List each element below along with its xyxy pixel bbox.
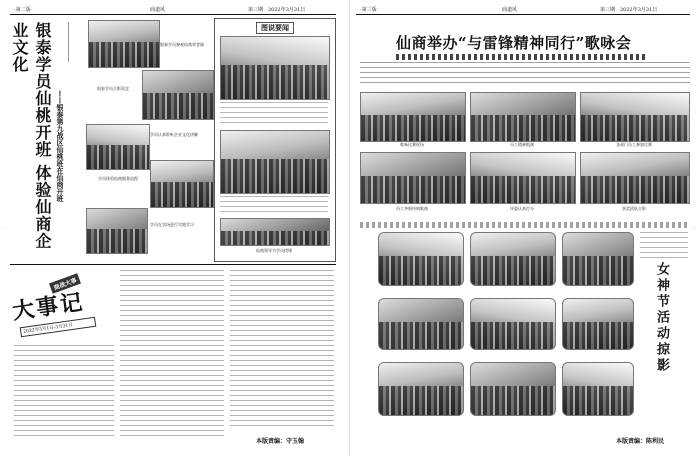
song-caption-3: 各部门员工参加比赛 (616, 142, 652, 147)
womens-day-title: 女神节活动掠影 (654, 262, 669, 374)
right-margin-mark: · (693, 226, 695, 233)
song-caption-5: 评委认真打分 (510, 206, 534, 211)
title-ornament (396, 54, 646, 60)
song-photo-3 (580, 92, 690, 142)
photo-news-image-3 (220, 218, 330, 246)
right-header-rule (356, 14, 690, 15)
photo-news-label: 图说要闻 (256, 22, 294, 34)
feature-caption-1: 银泰学员参观仙商荣誉墙 (160, 42, 204, 47)
events-text-col-1 (14, 345, 114, 440)
events-date-tag: 2022年3月1日-3月31日 (20, 317, 97, 337)
left-header-rule (10, 14, 336, 15)
left-page (0, 0, 346, 456)
photo-news-image-2 (220, 130, 330, 194)
feature-photo-1 (88, 20, 160, 68)
song-caption-1: 歌咏比赛现场 (400, 142, 424, 147)
song-photo-4 (360, 152, 466, 204)
womens-photo-5 (470, 298, 556, 350)
photo-news-text-1 (220, 102, 328, 124)
song-caption-4: 员工齐唱经典歌曲 (396, 206, 428, 211)
photo-news-text-2 (220, 196, 328, 214)
section-divider (360, 222, 690, 228)
top-article-title: 仙商举办“与雷锋精神同行”歌咏会 (396, 34, 632, 52)
feature-photo-2 (142, 70, 214, 120)
womens-photo-6 (562, 298, 634, 350)
feature-caption-2: 银泰学员合影留念 (97, 86, 129, 91)
right-date: 2022年3月31日 (620, 7, 658, 13)
left-edition: ·第二版· (14, 7, 33, 13)
feature-caption-4: 学员体验仙商服务流程 (98, 176, 138, 181)
events-text-col-2 (120, 270, 224, 440)
womens-day-text (640, 232, 688, 260)
feature-caption-5: 学员在卖场进行实地学习 (150, 222, 194, 227)
left-paper-name: 商道风 (150, 7, 166, 13)
song-caption-2: 员工精神饱满 (510, 142, 534, 147)
song-photo-5 (470, 152, 576, 204)
events-title: 大事记 (10, 289, 86, 325)
song-caption-6: 获奖团队合影 (622, 206, 646, 211)
left-mid-rule (10, 264, 336, 265)
womens-photo-7 (378, 362, 464, 416)
womens-photo-4 (378, 298, 464, 350)
song-photo-6 (580, 152, 690, 204)
womens-photo-3 (562, 232, 634, 286)
song-photo-1 (360, 92, 466, 142)
feature-photo-5 (86, 208, 148, 254)
feature-caption-3: 学员认真聆听企业文化讲解 (150, 132, 198, 137)
right-page (352, 0, 700, 456)
womens-photo-8 (470, 362, 556, 416)
song-photo-2 (470, 92, 576, 142)
womens-photo-2 (470, 232, 556, 286)
events-badge: 商战大事 (49, 273, 81, 294)
left-margin-mark: · (2, 226, 4, 233)
left-date: 2022年3月31日 (268, 7, 306, 13)
womens-photo-9 (562, 362, 634, 416)
feature-main-title: 银泰学员仙桃开班 体验仙商企业文化 (10, 22, 52, 250)
right-edition: ·第三版· (360, 7, 379, 13)
feature-body-text (68, 22, 87, 62)
feature-photo-3 (86, 124, 150, 170)
top-article-body (360, 62, 690, 86)
photo-news-caption: 仙商领导为学员授课 (256, 248, 292, 253)
fold-line (349, 0, 350, 456)
right-footer-editor: 本版责编：陈利民 (616, 438, 665, 445)
events-text-col-3 (230, 270, 334, 430)
left-issue: 第三期 (248, 7, 264, 13)
left-footer-editor: 本版责编：守玉翰 (256, 438, 305, 445)
right-issue: 第三期 (600, 7, 616, 13)
right-paper-name: 商道风 (502, 7, 518, 13)
womens-photo-1 (378, 232, 464, 286)
photo-news-image-1 (220, 36, 330, 100)
feature-sub-title: ——银泰第九战区仙桃班在仙商开班 (56, 90, 65, 202)
feature-photo-4 (150, 160, 214, 208)
